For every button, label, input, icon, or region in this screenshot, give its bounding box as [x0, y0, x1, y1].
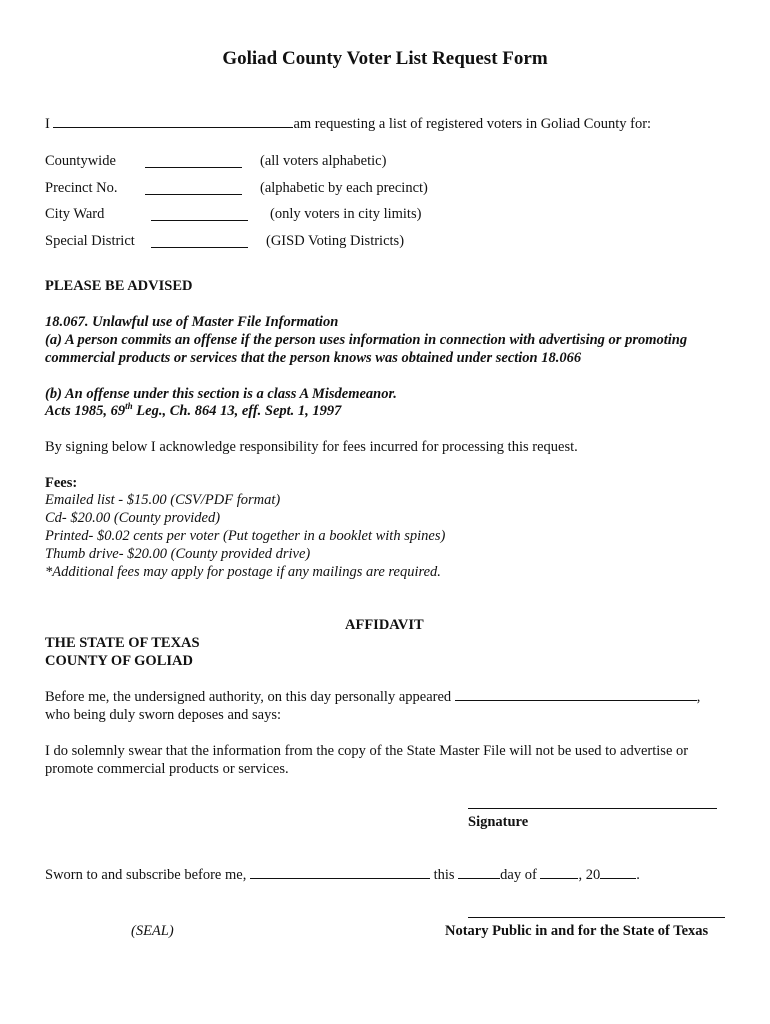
option-cityward-field[interactable]	[151, 220, 248, 221]
notary-label: Notary Public in and for the State of Texas	[445, 923, 709, 939]
statute-para-b: (b) An offense under this section is a class A Misdemeanor.	[45, 386, 397, 402]
swear-line2: promote commercial products or services.	[45, 761, 289, 777]
seal-label: (SEAL)	[131, 923, 174, 939]
option-special-district-desc: (GISD Voting Districts)	[266, 233, 405, 249]
sworn-this: this	[433, 867, 455, 883]
statute-acts	[45, 403, 341, 420]
page-title: Goliad County Voter List Request Form	[222, 48, 548, 69]
fee-item: Thumb drive- $20.00 (County provided drive)	[45, 546, 311, 562]
sworn-year-field[interactable]	[600, 877, 636, 879]
sworn-day-field[interactable]	[458, 877, 500, 879]
fees-heading: Fees:	[45, 475, 78, 491]
requester-name-field[interactable]	[53, 126, 293, 128]
sworn-year-prefix: , 20	[578, 867, 601, 883]
sworn-line	[45, 867, 640, 884]
signature-label: Signature	[468, 814, 529, 830]
option-precinct-desc: (alphabetic by each precinct)	[260, 180, 428, 196]
option-precinct-label: Precinct No.	[45, 180, 118, 196]
before-me-line1	[45, 689, 700, 706]
signature-line[interactable]	[468, 808, 717, 809]
option-countywide-label: Countywide	[45, 153, 116, 169]
request-suffix: am requesting a list of registered voters in Goliad County for:	[293, 116, 652, 132]
statute-title: 18.067. Unlawful use of Master File Information	[45, 314, 339, 330]
acknowledge-text: By signing below I acknowledge responsibility for fees incurred for processing this request.	[45, 439, 578, 455]
option-special-district-label: Special District	[45, 233, 135, 249]
sworn-before-field[interactable]	[250, 877, 430, 879]
acts-suffix: Leg., Ch. 864 13, eff. Sept. 1, 1997	[132, 403, 342, 419]
sworn-month-field[interactable]	[540, 877, 578, 879]
fee-item: Printed- $0.02 cents per voter (Put together in a booklet with spines)	[45, 528, 446, 544]
acts-superscript: th	[125, 401, 133, 412]
request-prefix: I	[45, 116, 50, 132]
option-cityward-desc: (only voters in city limits)	[270, 206, 422, 222]
option-special-district-field[interactable]	[151, 247, 248, 248]
request-line	[45, 116, 651, 133]
sworn-prefix: Sworn to and subscribe before me,	[45, 867, 247, 883]
affidavit-county: COUNTY OF GOLIAD	[45, 653, 193, 669]
notary-signature-line[interactable]	[468, 917, 725, 918]
before-me-comma: ,	[696, 689, 701, 705]
advised-heading: PLEASE BE ADVISED	[45, 278, 193, 294]
swear-line1: I do solemnly swear that the information from the copy of the State Master File will not be used to advertise or	[45, 743, 689, 759]
option-precinct-field[interactable]	[145, 194, 242, 195]
option-countywide-desc: (all voters alphabetic)	[260, 153, 387, 169]
before-me-text: Before me, the undersigned authority, on this day personally appeared	[45, 689, 452, 705]
sworn-day-of: day of	[500, 867, 537, 883]
fee-item: Cd- $20.00 (County provided)	[45, 510, 221, 526]
statute-para-a-line1: (a) A person commits an offense if the person uses information in connection with advertising or promoting	[45, 332, 688, 348]
option-countywide-field[interactable]	[145, 167, 242, 168]
before-me-line2: who being duly sworn deposes and says:	[45, 707, 282, 723]
option-cityward-label: City Ward	[45, 206, 105, 222]
appeared-name-field[interactable]	[455, 699, 697, 701]
fee-item: *Additional fees may apply for postage if any mailings are required.	[45, 564, 441, 580]
fee-item: Emailed list - $15.00 (CSV/PDF format)	[45, 492, 281, 508]
affidavit-heading: AFFIDAVIT	[345, 617, 424, 633]
statute-para-a-line2: commercial products or services that the person knows was obtained under section 18.066	[45, 350, 582, 366]
acts-prefix: Acts 1985, 69	[45, 403, 126, 419]
affidavit-state: THE STATE OF TEXAS	[45, 635, 200, 651]
sworn-end: .	[636, 867, 640, 883]
